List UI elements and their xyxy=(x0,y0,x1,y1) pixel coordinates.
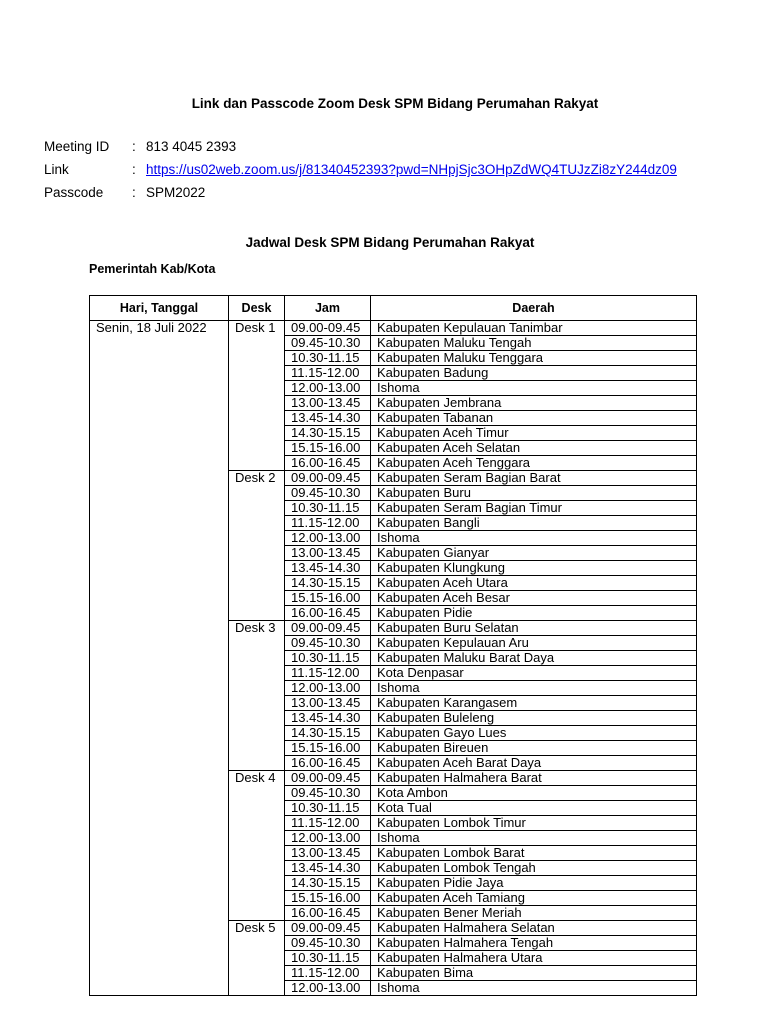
document-title: Link dan Passcode Zoom Desk SPM Bidang Perumahan Rakyat xyxy=(191,96,599,111)
meeting-info xyxy=(44,138,677,207)
header-desk: Desk xyxy=(229,296,285,321)
region-cell: Kabupaten Bener Meriah xyxy=(371,906,697,921)
region-cell: Ishoma xyxy=(371,531,697,546)
region-cell: Kabupaten Lombok Barat xyxy=(371,846,697,861)
time-cell: 16.00-16.45 xyxy=(285,756,371,771)
time-cell: 10.30-11.15 xyxy=(285,651,371,666)
colon: : xyxy=(132,139,136,154)
region-cell: Kabupaten Kepulauan Aru xyxy=(371,636,697,651)
time-cell: 12.00-13.00 xyxy=(285,681,371,696)
time-cell: 13.00-13.45 xyxy=(285,846,371,861)
time-cell: 15.15-16.00 xyxy=(285,591,371,606)
time-cell: 16.00-16.45 xyxy=(285,606,371,621)
desk-cell: Desk 3 xyxy=(229,621,285,771)
time-cell: 12.00-13.00 xyxy=(285,831,371,846)
region-cell: Kabupaten Aceh Utara xyxy=(371,576,697,591)
time-cell: 09.00-09.45 xyxy=(285,921,371,936)
region-cell: Kabupaten Jembrana xyxy=(371,396,697,411)
region-cell: Kabupaten Aceh Barat Daya xyxy=(371,756,697,771)
region-cell: Kabupaten Tabanan xyxy=(371,411,697,426)
region-cell: Kabupaten Lombok Timur xyxy=(371,816,697,831)
region-cell: Kota Tual xyxy=(371,801,697,816)
passcode-label: Passcode xyxy=(44,185,104,200)
header-time: Jam xyxy=(285,296,371,321)
region-cell: Ishoma xyxy=(371,831,697,846)
region-cell: Kabupaten Bangli xyxy=(371,516,697,531)
time-cell: 09.00-09.45 xyxy=(285,471,371,486)
meeting-id-label: Meeting ID xyxy=(44,139,110,154)
time-cell: 12.00-13.00 xyxy=(285,981,371,996)
time-cell: 09.45-10.30 xyxy=(285,636,371,651)
time-cell: 14.30-15.15 xyxy=(285,726,371,741)
desk-cell: Desk 1 xyxy=(229,321,285,471)
meeting-id-row xyxy=(44,138,677,161)
schedule-body xyxy=(90,321,697,996)
time-cell: 11.15-12.00 xyxy=(285,516,371,531)
time-cell: 10.30-11.15 xyxy=(285,501,371,516)
time-cell: 13.00-13.45 xyxy=(285,546,371,561)
region-cell: Ishoma xyxy=(371,681,697,696)
region-cell: Kabupaten Badung xyxy=(371,366,697,381)
time-cell: 09.00-09.45 xyxy=(285,771,371,786)
region-cell: Kabupaten Aceh Tenggara xyxy=(371,456,697,471)
meeting-id-value: 813 4045 2393 xyxy=(146,139,237,154)
table-header-row xyxy=(90,296,697,321)
region-cell: Kabupaten Maluku Tenggara xyxy=(371,351,697,366)
region-cell: Kota Ambon xyxy=(371,786,697,801)
passcode-value: SPM2022 xyxy=(146,185,206,200)
colon: : xyxy=(132,162,136,177)
region-cell: Kabupaten Karangasem xyxy=(371,696,697,711)
header-day: Hari, Tanggal xyxy=(90,296,229,321)
header-region: Daerah xyxy=(371,296,697,321)
region-cell: Kabupaten Klungkung xyxy=(371,561,697,576)
region-cell: Kabupaten Pidie xyxy=(371,606,697,621)
time-cell: 12.00-13.00 xyxy=(285,531,371,546)
time-cell: 13.00-13.45 xyxy=(285,696,371,711)
link-label: Link xyxy=(44,162,69,177)
time-cell: 11.15-12.00 xyxy=(285,666,371,681)
region-cell: Kabupaten Halmahera Tengah xyxy=(371,936,697,951)
time-cell: 09.45-10.30 xyxy=(285,336,371,351)
region-cell: Kabupaten Halmahera Barat xyxy=(371,771,697,786)
region-cell: Kota Denpasar xyxy=(371,666,697,681)
region-cell: Kabupaten Maluku Tengah xyxy=(371,336,697,351)
time-cell: 11.15-12.00 xyxy=(285,966,371,981)
region-cell: Kabupaten Kepulauan Tanimbar xyxy=(371,321,697,336)
desk-cell: Desk 5 xyxy=(229,921,285,996)
time-cell: 15.15-16.00 xyxy=(285,441,371,456)
time-cell: 10.30-11.15 xyxy=(285,801,371,816)
region-cell: Kabupaten Lombok Tengah xyxy=(371,861,697,876)
region-cell: Kabupaten Buru Selatan xyxy=(371,621,697,636)
time-cell: 14.30-15.15 xyxy=(285,876,371,891)
zoom-link[interactable]: https://us02web.zoom.us/j/81340452393?pwd=NHpjSjc3OHpZdWQ4TUJzZi8zY244dz09 xyxy=(146,162,677,177)
time-cell: 09.00-09.45 xyxy=(285,621,371,636)
time-cell: 14.30-15.15 xyxy=(285,576,371,591)
region-cell: Kabupaten Aceh Besar xyxy=(371,591,697,606)
time-cell: 13.00-13.45 xyxy=(285,396,371,411)
region-cell: Kabupaten Halmahera Selatan xyxy=(371,921,697,936)
table-row xyxy=(90,321,697,336)
schedule-title: Jadwal Desk SPM Bidang Perumahan Rakyat xyxy=(245,235,535,250)
region-cell: Kabupaten Pidie Jaya xyxy=(371,876,697,891)
time-cell: 10.30-11.15 xyxy=(285,351,371,366)
schedule-table xyxy=(89,295,697,996)
day-cell: Senin, 18 Juli 2022 xyxy=(90,321,229,996)
region-cell: Kabupaten Gayo Lues xyxy=(371,726,697,741)
region-cell: Ishoma xyxy=(371,981,697,996)
region-cell: Kabupaten Maluku Barat Daya xyxy=(371,651,697,666)
time-cell: 13.45-14.30 xyxy=(285,561,371,576)
time-cell: 16.00-16.45 xyxy=(285,906,371,921)
region-cell: Kabupaten Buru xyxy=(371,486,697,501)
time-cell: 09.45-10.30 xyxy=(285,936,371,951)
link-row xyxy=(44,161,677,184)
region-cell: Kabupaten Gianyar xyxy=(371,546,697,561)
region-cell: Kabupaten Seram Bagian Barat xyxy=(371,471,697,486)
region-cell: Kabupaten Halmahera Utara xyxy=(371,951,697,966)
section-heading: Pemerintah Kab/Kota xyxy=(89,262,216,276)
time-cell: 13.45-14.30 xyxy=(285,711,371,726)
region-cell: Kabupaten Bima xyxy=(371,966,697,981)
region-cell: Kabupaten Aceh Tamiang xyxy=(371,891,697,906)
region-cell: Kabupaten Aceh Selatan xyxy=(371,441,697,456)
desk-cell: Desk 2 xyxy=(229,471,285,621)
time-cell: 09.45-10.30 xyxy=(285,786,371,801)
passcode-row xyxy=(44,184,677,207)
time-cell: 12.00-13.00 xyxy=(285,381,371,396)
time-cell: 11.15-12.00 xyxy=(285,366,371,381)
time-cell: 15.15-16.00 xyxy=(285,891,371,906)
desk-cell: Desk 4 xyxy=(229,771,285,921)
region-cell: Kabupaten Buleleng xyxy=(371,711,697,726)
colon: : xyxy=(132,185,136,200)
time-cell: 09.00-09.45 xyxy=(285,321,371,336)
time-cell: 14.30-15.15 xyxy=(285,426,371,441)
region-cell: Kabupaten Seram Bagian Timur xyxy=(371,501,697,516)
time-cell: 13.45-14.30 xyxy=(285,861,371,876)
region-cell: Ishoma xyxy=(371,381,697,396)
time-cell: 13.45-14.30 xyxy=(285,411,371,426)
time-cell: 10.30-11.15 xyxy=(285,951,371,966)
time-cell: 16.00-16.45 xyxy=(285,456,371,471)
time-cell: 11.15-12.00 xyxy=(285,816,371,831)
region-cell: Kabupaten Aceh Timur xyxy=(371,426,697,441)
region-cell: Kabupaten Bireuen xyxy=(371,741,697,756)
time-cell: 15.15-16.00 xyxy=(285,741,371,756)
time-cell: 09.45-10.30 xyxy=(285,486,371,501)
